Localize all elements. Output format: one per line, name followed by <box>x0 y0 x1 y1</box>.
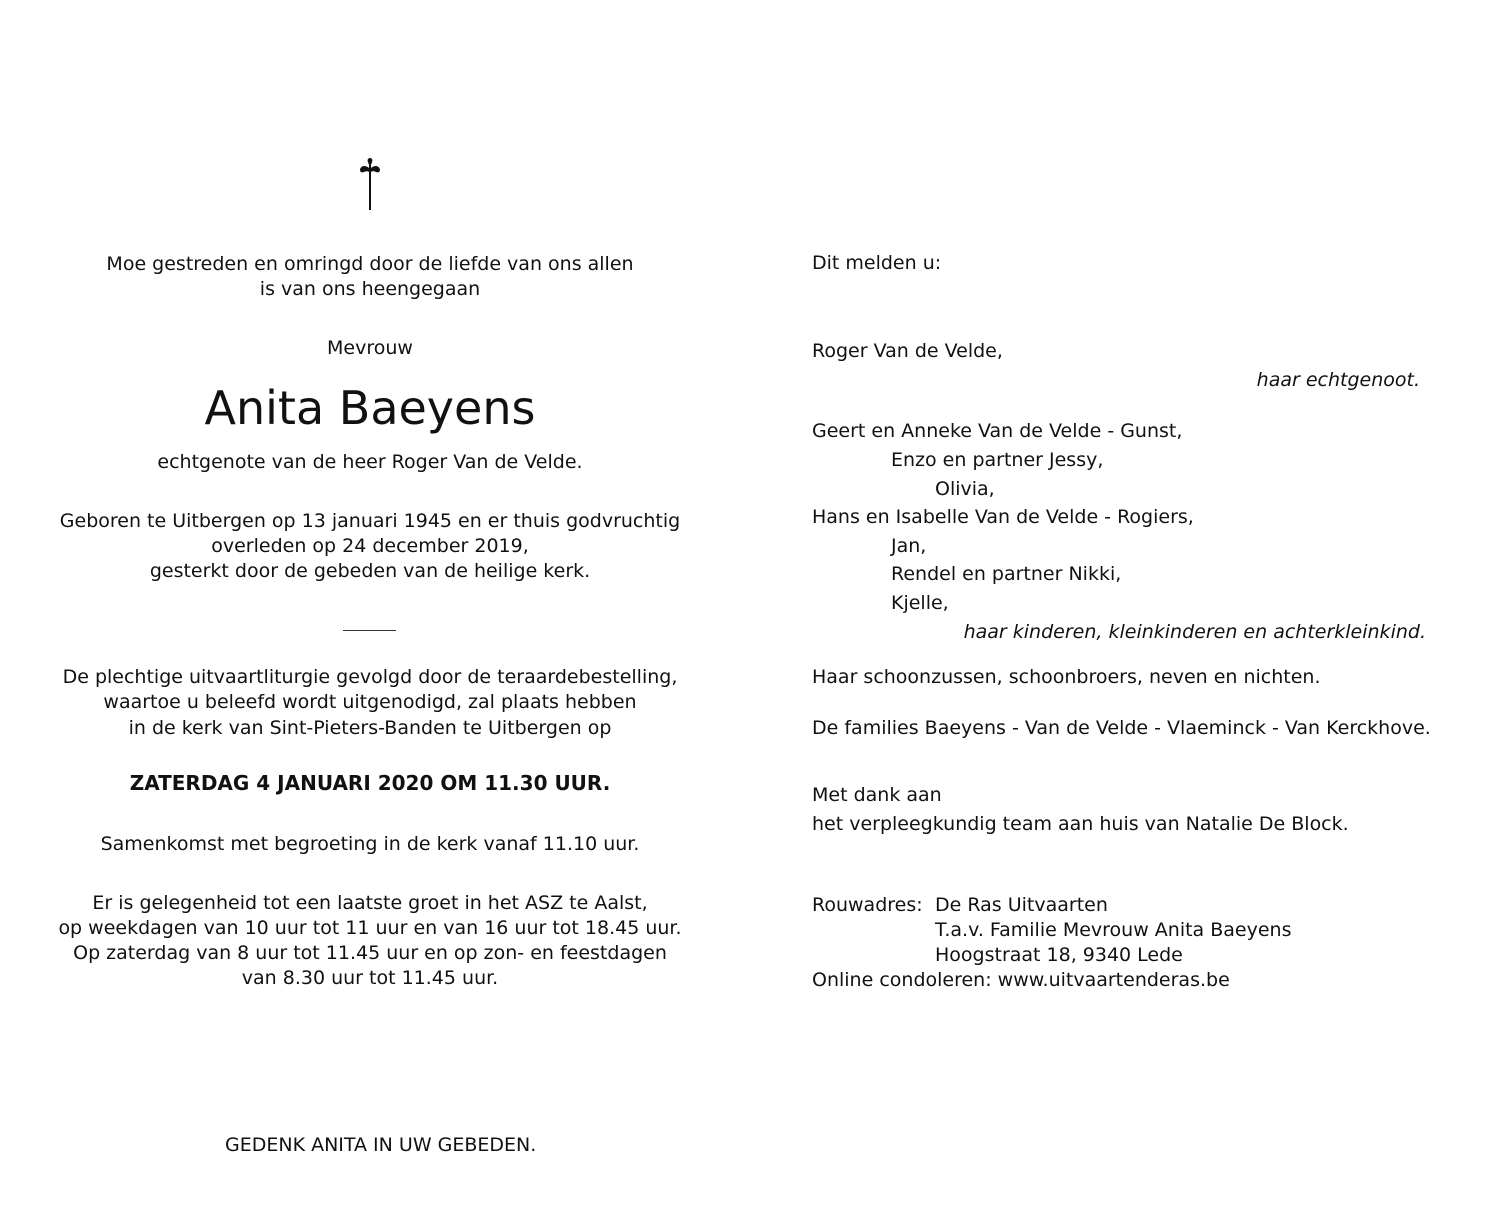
families-line: De families Baeyens - Van de Velde - Vlaeminck - Van Kerckhove. <box>812 717 1431 739</box>
spouse-line: echtgenote van de heer Roger Van de Velde. <box>157 451 583 473</box>
farewell-line-1: Er is gelegenheid tot een laatste groet in het ASZ te Aalst, <box>92 892 648 914</box>
closing-line: GEDENK ANITA IN UW GEBEDEN. <box>225 1134 537 1156</box>
birth-line-3: gesterkt door de gebeden van de heilige kerk. <box>149 560 591 582</box>
family-rendel: Rendel en partner Nikki, <box>891 563 1122 585</box>
online-condolence-link[interactable]: Online condoleren: www.uitvaartenderas.be <box>812 969 1230 991</box>
funeral-date: ZATERDAG 4 JANUARI 2020 OM 11.30 UUR. <box>129 771 611 795</box>
birth-line-1: Geboren te Uitbergen op 13 januari 1945 en er thuis godvruchtig <box>59 510 681 532</box>
cross-icon <box>356 156 384 212</box>
deceased-name: Anita Baeyens <box>204 381 536 435</box>
family-enzo: Enzo en partner Jessy, <box>891 449 1104 471</box>
thanks-line-2: het verpleegkundig team aan huis van Natalie De Block. <box>812 813 1349 835</box>
family-geert: Geert en Anneke Van de Velde - Gunst, <box>812 420 1183 442</box>
address-line-1: De Ras Uitvaarten <box>935 894 1108 916</box>
separator-line <box>343 630 396 631</box>
honorific: Mevrouw <box>327 337 413 359</box>
funeral-line-3: in de kerk van Sint-Pieters-Banden te Uitbergen op <box>128 717 612 739</box>
husband-name: Roger Van de Velde, <box>812 340 1003 362</box>
intro-line-1: Moe gestreden en omringd door de liefde van ons allen <box>106 253 634 275</box>
intro-line-2: is van ons heengegaan <box>259 278 481 300</box>
family-olivia: Olivia, <box>935 478 995 500</box>
husband-role: haar echtgenoot. <box>1256 369 1420 391</box>
in-laws-line: Haar schoonzussen, schoonbroers, neven en nichten. <box>812 666 1321 688</box>
family-kjelle: Kjelle, <box>891 592 949 614</box>
gathering-line: Samenkomst met begroeting in de kerk vanaf 11.10 uur. <box>100 833 640 855</box>
funeral-line-1: De plechtige uitvaartliturgie gevolgd door de teraardebestelling, <box>62 666 678 688</box>
address-line-3: Hoogstraat 18, 9340 Lede <box>935 944 1183 966</box>
address-label: Rouwadres: <box>812 894 923 916</box>
family-jan: Jan, <box>891 535 927 557</box>
family-hans: Hans en Isabelle Van de Velde - Rogiers, <box>812 506 1194 528</box>
address-line-2: T.a.v. Familie Mevrouw Anita Baeyens <box>935 919 1292 941</box>
family-role: haar kinderen, kleinkinderen en achterkleinkind. <box>963 621 1426 643</box>
farewell-line-2: op weekdagen van 10 uur tot 11 uur en van 16 uur tot 18.45 uur. <box>58 917 682 939</box>
thanks-line-1: Met dank aan <box>812 784 942 806</box>
farewell-line-4: van 8.30 uur tot 11.45 uur. <box>241 967 499 989</box>
birth-line-2: overleden op 24 december 2019, <box>211 535 529 557</box>
announce-line: Dit melden u: <box>812 252 942 274</box>
farewell-line-3: Op zaterdag van 8 uur tot 11.45 uur en op zon- en feestdagen <box>73 942 667 964</box>
funeral-line-2: waartoe u beleefd wordt uitgenodigd, zal plaats hebben <box>103 691 637 713</box>
